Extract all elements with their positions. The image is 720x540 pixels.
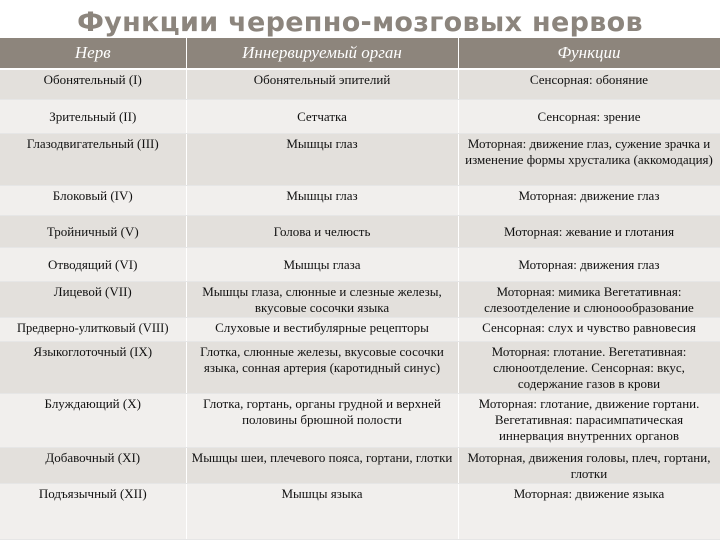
organ-cell: Обонятельный эпителий xyxy=(186,69,458,99)
table-header-row xyxy=(0,38,720,69)
table-row xyxy=(0,393,720,447)
function-cell: Сенсорная: обоняние xyxy=(458,69,720,99)
function-cell: Моторная: движения глаз xyxy=(458,247,720,281)
nerve-cell: Отводящий (VI) xyxy=(0,247,186,281)
table-row xyxy=(0,215,720,247)
organ-cell: Мышцы языка xyxy=(186,483,458,540)
nerve-cell: Добавочный (XI) xyxy=(0,447,186,483)
function-cell: Моторная: движение глаз, сужение зрачка и изменение формы хрусталика (аккомодация) xyxy=(458,133,720,185)
table-row xyxy=(0,483,720,540)
nerve-cell: Блоковый (IV) xyxy=(0,185,186,215)
header-function: Функции xyxy=(458,38,720,69)
function-cell: Моторная: движение языка xyxy=(458,483,720,540)
table-row xyxy=(0,133,720,185)
table-row xyxy=(0,317,720,341)
table-row xyxy=(0,99,720,133)
page-title: Функции черепно-мозговых нервов xyxy=(77,7,643,38)
organ-cell: Мышцы глаз xyxy=(186,133,458,185)
organ-cell: Сетчатка xyxy=(186,99,458,133)
organ-cell: Мышцы глаз xyxy=(186,185,458,215)
cranial-nerves-table xyxy=(0,38,720,540)
organ-cell: Слуховые и вестибулярные рецепторы xyxy=(186,317,458,341)
nerve-cell: Подъязычный (XII) xyxy=(0,483,186,540)
organ-cell: Мышцы глаза, слюнные и слезные железы, вкусовые сосочки языка xyxy=(186,281,458,317)
table-row xyxy=(0,281,720,317)
nerve-cell: Обонятельный (I) xyxy=(0,69,186,99)
nerve-cell: Предверно-улитковый (VIII) xyxy=(0,317,186,341)
nerve-cell: Блуждающий (X) xyxy=(0,393,186,447)
nerve-cell: Лицевой (VII) xyxy=(0,281,186,317)
function-cell: Моторная: жевание и глотания xyxy=(458,215,720,247)
table-row xyxy=(0,447,720,483)
function-cell: Моторная: глотание, движение гортани. Вегетативная: парасимпатическая иннервация внутренних органов xyxy=(458,393,720,447)
organ-cell: Глотка, слюнные железы, вкусовые сосочки языка, сонная артерия (каротидный синус) xyxy=(186,341,458,393)
header-organ: Иннервируемый орган xyxy=(186,38,458,69)
nerve-cell: Глазодвигательный (III) xyxy=(0,133,186,185)
function-cell: Сенсорная: слух и чувство равновесия xyxy=(458,317,720,341)
nerve-cell: Зрительный (II) xyxy=(0,99,186,133)
table-row xyxy=(0,185,720,215)
organ-cell: Голова и челюсть xyxy=(186,215,458,247)
table-row xyxy=(0,69,720,99)
function-cell: Моторная: глотание. Вегетативная: слюноотделение. Сенсорная: вкус, содержание газов в крови xyxy=(458,341,720,393)
function-cell: Моторная: мимика Вегетативная: слезоотделение и слюноообразование xyxy=(458,281,720,317)
function-cell: Сенсорная: зрение xyxy=(458,99,720,133)
organ-cell: Мышцы шеи, плечевого пояса, гортани, глотки xyxy=(186,447,458,483)
organ-cell: Мышцы глаза xyxy=(186,247,458,281)
function-cell: Моторная: движение глаз xyxy=(458,185,720,215)
nerve-cell: Языкоглоточный (IX) xyxy=(0,341,186,393)
table-row xyxy=(0,247,720,281)
nerve-cell: Тройничный (V) xyxy=(0,215,186,247)
header-nerve: Нерв xyxy=(0,38,186,69)
table-row xyxy=(0,341,720,393)
function-cell: Моторная, движения головы, плеч, гортани, глотки xyxy=(458,447,720,483)
organ-cell: Глотка, гортань, органы грудной и верхней половины брюшной полости xyxy=(186,393,458,447)
